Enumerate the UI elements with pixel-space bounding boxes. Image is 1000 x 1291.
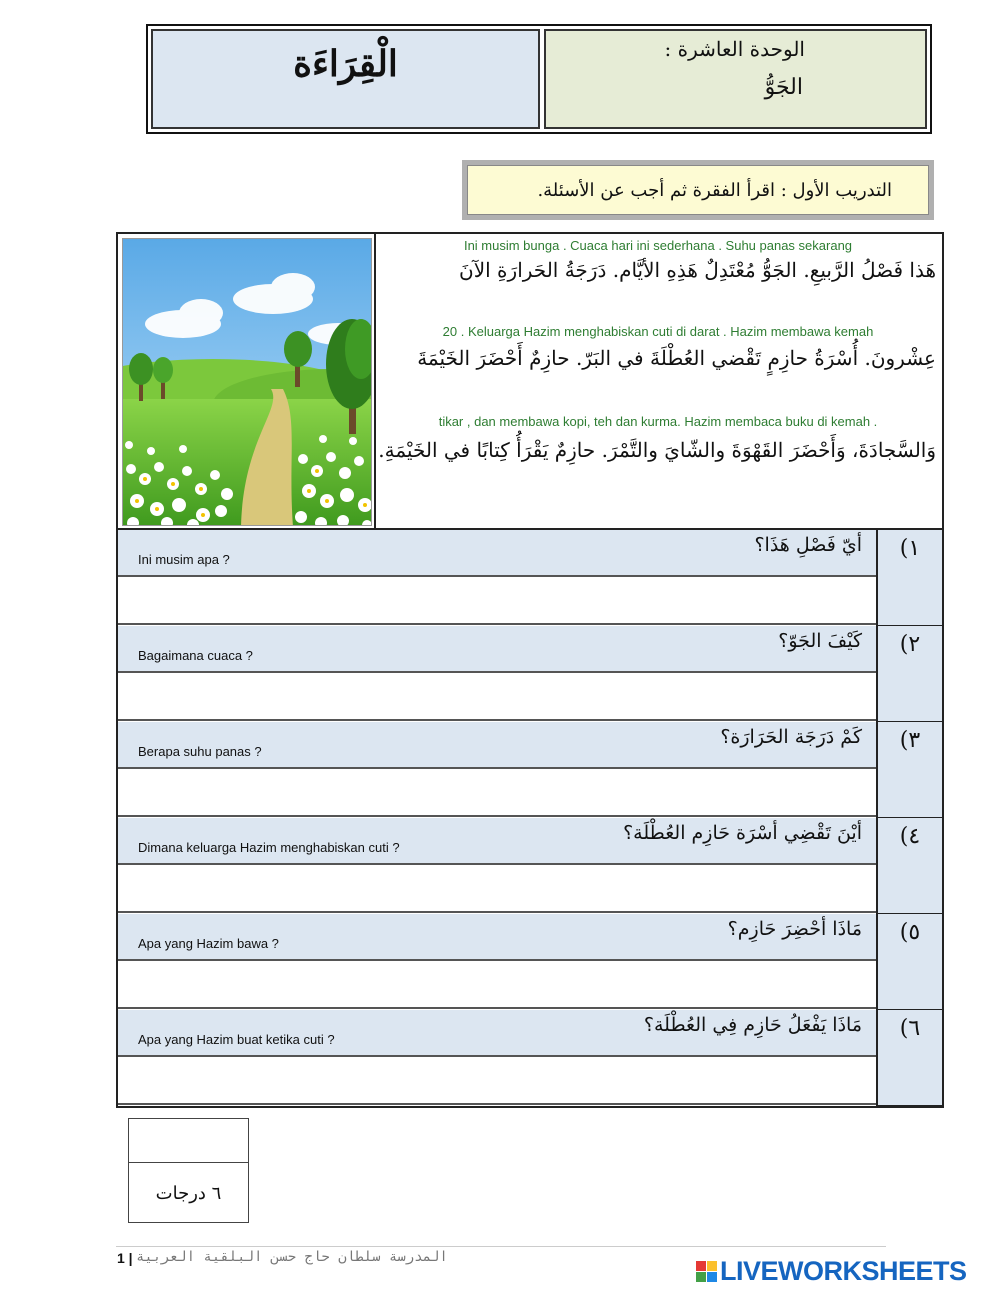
answer-input-2[interactable]: [118, 673, 876, 719]
answer-cell: [118, 1057, 876, 1105]
page-number: 1 |: [117, 1250, 133, 1266]
liveworksheets-logo-icon: [696, 1261, 717, 1282]
score-input-cell[interactable]: [129, 1119, 248, 1163]
answer-input-1[interactable]: [118, 577, 876, 623]
question-malay: Apa yang Hazim buat ketika cuti ?: [138, 1032, 335, 1047]
worksheet-header: [146, 24, 932, 134]
school-name: المدرسة سلطان حاج حسن البلقية العربية: [136, 1249, 448, 1265]
question-number: ٦): [876, 1010, 942, 1106]
answer-cell: [118, 961, 876, 1009]
question-number: ٢): [876, 626, 942, 722]
footer-divider: [116, 1246, 886, 1247]
question-row-2: [118, 626, 942, 722]
page-title: الْقِرَاءَة: [293, 43, 398, 85]
meadow-image: [123, 239, 372, 526]
spring-meadow-illustration: [122, 238, 372, 526]
questions-table: [116, 530, 944, 1108]
passage-arabic-1: هَذا فَصْلُ الرَّبيعِ. الجَوُّ مُعْتَدِلٌ هَذِهِ الأيَّام. دَرَجَةُ الحَرارَةِ الآنَ: [459, 258, 936, 282]
answer-cell: [118, 577, 876, 625]
question-bar: [118, 722, 876, 769]
instruction-inner: [467, 165, 929, 215]
question-row-1: [118, 530, 942, 626]
question-arabic: كَيْفَ الجَوّ؟: [778, 630, 862, 652]
instruction-text: التدريب الأول : اقرأ الفقرة ثم أجب عن الأسئلة.: [537, 179, 892, 201]
passage-malay-1: Ini musim bunga . Cuaca hari ini sederhana . Suhu panas sekarang: [463, 238, 853, 253]
passage-divider: [374, 234, 376, 528]
passage-malay-3: tikar , dan membawa kopi, teh dan kurma. Hazim membaca buku di kemah .: [438, 414, 878, 429]
answer-input-5[interactable]: [118, 961, 876, 1007]
answer-input-3[interactable]: [118, 769, 876, 815]
answer-cell: [118, 769, 876, 817]
question-bar: [118, 1010, 876, 1057]
question-row-6: [118, 1010, 942, 1106]
question-number: ٥): [876, 914, 942, 1010]
score-box: [128, 1118, 249, 1223]
question-bar: [118, 818, 876, 865]
reading-passage: [116, 232, 944, 530]
passage-malay-2: 20 . Keluarga Hazim menghabiskan cuti di darat . Hazim membawa kemah: [442, 324, 874, 339]
instruction-box: [462, 160, 934, 220]
question-arabic: كَمْ دَرَجَة الحَرَارَة؟: [720, 726, 862, 748]
answer-input-6[interactable]: [118, 1057, 876, 1103]
question-arabic: أيّ فَصْلِ هَذَا؟: [754, 534, 862, 556]
question-arabic: أيْنَ تَقْضِي أسْرَة حَازِم العُطْلَة؟: [623, 822, 862, 844]
question-row-5: [118, 914, 942, 1010]
question-row-3: [118, 722, 942, 818]
question-bar: [118, 626, 876, 673]
passage-arabic-3: وَالسَّجادَةَ، وَأَحْضَرَ القَهْوَةَ والشّايَ والتَّمْرَ. حازِمٌ يَقْرَأُ كِتابًا في الخَيْمَةِ.: [378, 438, 936, 462]
question-arabic: مَاذَا أحْضِرَ حَازِم؟: [727, 918, 862, 940]
answer-input-4[interactable]: [118, 865, 876, 911]
score-label: ٦ درجات: [155, 1182, 222, 1204]
unit-topic: الجَوُّ: [764, 75, 803, 100]
question-arabic: مَاذَا يَفْعَلُ حَازِم فِي العُطْلَة؟: [643, 1014, 862, 1036]
liveworksheets-brand[interactable]: [696, 1256, 967, 1287]
question-malay: Berapa suhu panas ?: [138, 744, 262, 759]
question-malay: Ini musim apa ?: [138, 552, 230, 567]
unit-label: الوحدة العاشرة :: [664, 37, 805, 61]
question-malay: Bagaimana cuaca ?: [138, 648, 253, 663]
question-number: ٣): [876, 722, 942, 818]
question-bar: [118, 914, 876, 961]
unit-box: [544, 29, 927, 129]
question-number: ١): [876, 530, 942, 626]
question-number: ٤): [876, 818, 942, 914]
brand-text: LIVEWORKSHEETS: [720, 1256, 967, 1286]
question-malay: Dimana keluarga Hazim menghabiskan cuti ?: [138, 840, 400, 855]
question-bar: [118, 530, 876, 577]
answer-cell: [118, 865, 876, 913]
question-row-4: [118, 818, 942, 914]
answer-cell: [118, 673, 876, 721]
question-malay: Apa yang Hazim bawa ?: [138, 936, 279, 951]
passage-arabic-2: عِشْرونَ. أُسْرَةُ حازِمٍ تَقْضي العُطْلَةَ في البَرّ. حازِمٌ أَحْضَرَ الخَيْمَةَ: [417, 346, 936, 370]
title-box: [151, 29, 540, 129]
